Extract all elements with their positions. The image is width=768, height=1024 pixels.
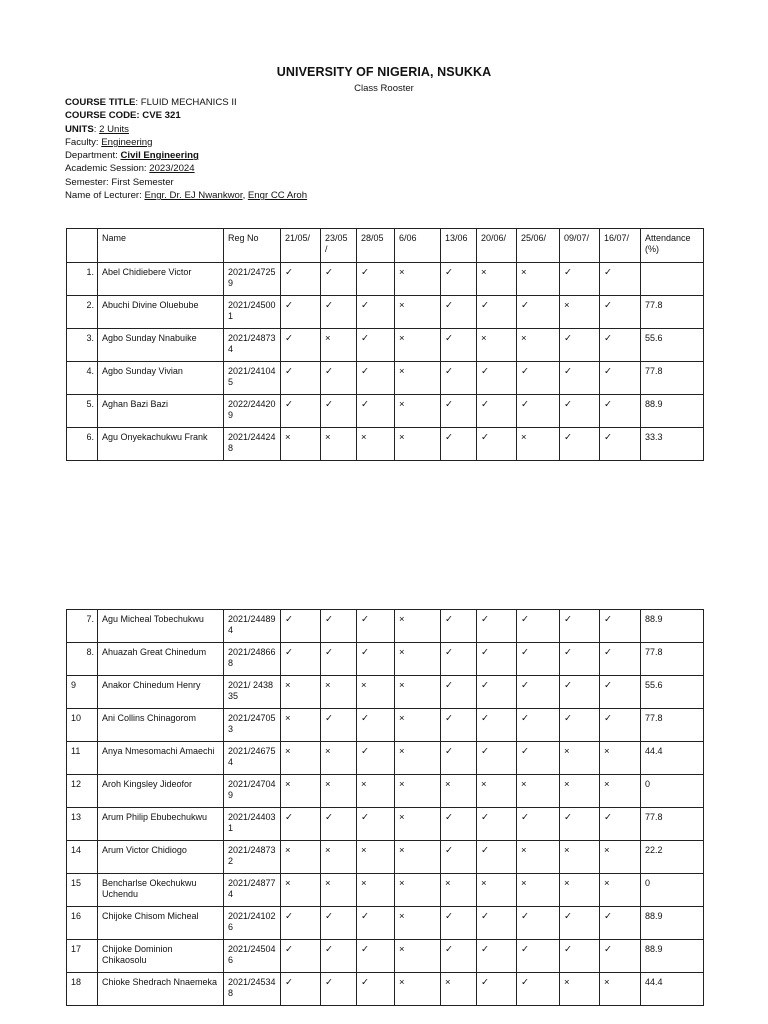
- attendance-mark-cell: ✓: [477, 940, 517, 973]
- attendance-mark-cell: ×: [560, 874, 600, 907]
- attendance-mark-cell: ✓: [600, 428, 641, 461]
- attendance-mark-cell: ×: [395, 296, 441, 329]
- attendance-mark-cell: ×: [357, 874, 395, 907]
- attendance-mark-cell: ×: [517, 263, 560, 296]
- session-line: [65, 162, 307, 175]
- student-name-cell: Anya Nmesomachi Amaechi: [98, 742, 224, 775]
- attendance-mark-cell: ×: [395, 362, 441, 395]
- serial-number-cell: 14: [67, 841, 98, 874]
- attendance-mark-cell: ✓: [517, 808, 560, 841]
- table-row: [67, 775, 704, 808]
- session-label: Academic Session:: [65, 163, 150, 175]
- attendance-mark-cell: ✓: [441, 329, 477, 362]
- attendance-mark-cell: ×: [321, 841, 357, 874]
- attendance-mark-cell: ×: [357, 676, 395, 709]
- attendance-percent-cell: 88.9: [641, 395, 704, 428]
- attendance-mark-cell: ✓: [281, 263, 321, 296]
- university-title: UNIVERSITY OF NIGERIA, NSUKKA: [276, 65, 492, 79]
- attendance-mark-cell: ✓: [321, 907, 357, 940]
- attendance-mark-cell: ×: [517, 841, 560, 874]
- serial-number-cell: 7.: [67, 610, 98, 643]
- attendance-mark-cell: ✓: [441, 428, 477, 461]
- table-row: [67, 874, 704, 907]
- attendance-mark-cell: ×: [477, 775, 517, 808]
- faculty-line: [65, 136, 307, 149]
- header-date: 21/05/: [281, 229, 321, 263]
- student-name-cell: Ahuazah Great Chinedum: [98, 643, 224, 676]
- attendance-mark-cell: ✓: [357, 296, 395, 329]
- attendance-mark-cell: ×: [395, 263, 441, 296]
- reg-no-cell: 2021/244248: [224, 428, 281, 461]
- attendance-mark-cell: ✓: [321, 940, 357, 973]
- table-row: [67, 973, 704, 1006]
- table-row: [67, 709, 704, 742]
- table-row: [67, 263, 704, 296]
- serial-number-cell: 2.: [67, 296, 98, 329]
- attendance-mark-cell: ✓: [477, 296, 517, 329]
- attendance-percent-cell: 0: [641, 874, 704, 907]
- attendance-mark-cell: ✓: [441, 940, 477, 973]
- attendance-table-part-2: [66, 609, 704, 1006]
- reg-no-cell: 2021/248734: [224, 329, 281, 362]
- reg-no-cell: 2021/245001: [224, 296, 281, 329]
- header-date: 23/05 /: [321, 229, 357, 263]
- attendance-mark-cell: ✓: [281, 296, 321, 329]
- attendance-mark-cell: ✓: [600, 709, 641, 742]
- attendance-mark-cell: ✓: [560, 643, 600, 676]
- serial-number-cell: 13: [67, 808, 98, 841]
- attendance-mark-cell: ×: [395, 874, 441, 907]
- attendance-mark-cell: ×: [321, 428, 357, 461]
- attendance-mark-cell: ✓: [560, 709, 600, 742]
- attendance-mark-cell: ✓: [600, 362, 641, 395]
- attendance-percent-cell: 88.9: [641, 940, 704, 973]
- attendance-mark-cell: ✓: [517, 296, 560, 329]
- table-row: [67, 676, 704, 709]
- attendance-mark-cell: ✓: [321, 395, 357, 428]
- attendance-mark-cell: ✓: [477, 742, 517, 775]
- attendance-percent-cell: 55.6: [641, 329, 704, 362]
- attendance-mark-cell: ×: [321, 742, 357, 775]
- attendance-mark-cell: ×: [600, 874, 641, 907]
- attendance-mark-cell: ✓: [560, 808, 600, 841]
- header-attendance: Attendance (%): [641, 229, 704, 263]
- attendance-mark-cell: ×: [395, 973, 441, 1006]
- attendance-mark-cell: ✓: [600, 940, 641, 973]
- lecturer-label: Name of Lecturer:: [65, 190, 145, 202]
- attendance-mark-cell: ×: [441, 874, 477, 907]
- attendance-mark-cell: ✓: [357, 395, 395, 428]
- student-name-cell: Abel Chidiebere Victor: [98, 263, 224, 296]
- attendance-mark-cell: ×: [281, 841, 321, 874]
- reg-no-cell: 2021/247049: [224, 775, 281, 808]
- attendance-mark-cell: ×: [357, 775, 395, 808]
- attendance-mark-cell: ✓: [600, 610, 641, 643]
- student-name-cell: Agbo Sunday Vivian: [98, 362, 224, 395]
- attendance-mark-cell: ✓: [477, 610, 517, 643]
- header-date: 28/05: [357, 229, 395, 263]
- reg-no-cell: 2021/244031: [224, 808, 281, 841]
- table-row: [67, 329, 704, 362]
- attendance-mark-cell: ×: [477, 263, 517, 296]
- attendance-mark-cell: ✓: [477, 907, 517, 940]
- attendance-mark-cell: ×: [395, 742, 441, 775]
- attendance-mark-cell: ×: [560, 742, 600, 775]
- serial-number-cell: 17: [67, 940, 98, 973]
- attendance-mark-cell: ✓: [321, 263, 357, 296]
- serial-number-cell: 9: [67, 676, 98, 709]
- attendance-mark-cell: ×: [477, 329, 517, 362]
- attendance-mark-cell: ✓: [560, 263, 600, 296]
- attendance-mark-cell: ×: [321, 874, 357, 907]
- student-name-cell: Ani Collins Chinagorom: [98, 709, 224, 742]
- table-row: [67, 841, 704, 874]
- attendance-percent-cell: 88.9: [641, 907, 704, 940]
- faculty-value: Engineering: [101, 136, 153, 148]
- attendance-mark-cell: ✓: [560, 907, 600, 940]
- header-date: 09/07/: [560, 229, 600, 263]
- student-name-cell: Chijoke Dominion Chikaosolu: [98, 940, 224, 973]
- attendance-mark-cell: ✓: [477, 643, 517, 676]
- attendance-mark-cell: ✓: [600, 296, 641, 329]
- attendance-percent-cell: 44.4: [641, 742, 704, 775]
- attendance-mark-cell: ✓: [517, 362, 560, 395]
- units-value: 2 Units: [99, 123, 129, 135]
- course-code-line: [65, 109, 307, 122]
- attendance-mark-cell: ✓: [441, 296, 477, 329]
- attendance-mark-cell: ×: [281, 428, 321, 461]
- attendance-mark-cell: ✓: [517, 643, 560, 676]
- attendance-percent-cell: 33.3: [641, 428, 704, 461]
- reg-no-cell: 2021/246754: [224, 742, 281, 775]
- attendance-mark-cell: ✓: [281, 329, 321, 362]
- table-row: [67, 395, 704, 428]
- attendance-mark-cell: ✓: [441, 263, 477, 296]
- attendance-mark-cell: ×: [395, 907, 441, 940]
- table-row: [67, 296, 704, 329]
- department-line: [65, 149, 307, 162]
- header-date: 25/06/: [517, 229, 560, 263]
- student-name-cell: Chioke Shedrach Nnaemeka: [98, 973, 224, 1006]
- student-name-cell: Arum Victor Chidiogo: [98, 841, 224, 874]
- attendance-mark-cell: ×: [395, 841, 441, 874]
- reg-no-cell: 2021/248732: [224, 841, 281, 874]
- header-date: 16/07/: [600, 229, 641, 263]
- attendance-mark-cell: ✓: [560, 940, 600, 973]
- attendance-mark-cell: ×: [281, 742, 321, 775]
- serial-number-cell: 6.: [67, 428, 98, 461]
- attendance-mark-cell: ✓: [517, 395, 560, 428]
- course-title-line: COURSE TITLE: FLUID MECHANICS II: [65, 97, 237, 108]
- attendance-percent-cell: [641, 263, 704, 296]
- attendance-mark-cell: ✓: [441, 362, 477, 395]
- attendance-mark-cell: ✓: [600, 263, 641, 296]
- serial-number-cell: 15: [67, 874, 98, 907]
- header-reg-no: Reg No: [224, 229, 281, 263]
- course-title-value: FLUID MECHANICS II: [140, 97, 237, 108]
- attendance-mark-cell: ✓: [357, 263, 395, 296]
- attendance-mark-cell: ✓: [477, 709, 517, 742]
- attendance-mark-cell: ✓: [281, 610, 321, 643]
- attendance-mark-cell: ✓: [560, 395, 600, 428]
- reg-no-cell: 2021/245046: [224, 940, 281, 973]
- student-name-cell: Agbo Sunday Nnabuike: [98, 329, 224, 362]
- attendance-mark-cell: ✓: [477, 362, 517, 395]
- attendance-mark-cell: ✓: [600, 395, 641, 428]
- attendance-percent-cell: 77.8: [641, 643, 704, 676]
- attendance-percent-cell: 77.8: [641, 296, 704, 329]
- attendance-mark-cell: ✓: [357, 940, 395, 973]
- attendance-mark-cell: ✓: [600, 329, 641, 362]
- attendance-mark-cell: ×: [395, 940, 441, 973]
- attendance-mark-cell: ×: [441, 973, 477, 1006]
- attendance-mark-cell: ×: [395, 329, 441, 362]
- attendance-mark-cell: ×: [281, 874, 321, 907]
- table-row: [67, 643, 704, 676]
- attendance-mark-cell: ✓: [560, 329, 600, 362]
- attendance-mark-cell: ✓: [600, 808, 641, 841]
- department-label: Department:: [65, 150, 121, 162]
- reg-no-cell: 2022/244209: [224, 395, 281, 428]
- student-name-cell: Aroh Kingsley Jideofor: [98, 775, 224, 808]
- attendance-mark-cell: ✓: [357, 973, 395, 1006]
- attendance-mark-cell: ✓: [357, 329, 395, 362]
- attendance-percent-cell: 0: [641, 775, 704, 808]
- serial-number-cell: 5.: [67, 395, 98, 428]
- attendance-mark-cell: ×: [395, 775, 441, 808]
- attendance-mark-cell: ✓: [441, 676, 477, 709]
- attendance-mark-cell: ✓: [600, 643, 641, 676]
- attendance-mark-cell: ✓: [281, 395, 321, 428]
- attendance-mark-cell: ×: [395, 709, 441, 742]
- table-row: [67, 428, 704, 461]
- attendance-mark-cell: ×: [560, 973, 600, 1006]
- attendance-mark-cell: ✓: [441, 841, 477, 874]
- attendance-mark-cell: ✓: [357, 362, 395, 395]
- attendance-mark-cell: ✓: [560, 676, 600, 709]
- attendance-mark-cell: ✓: [321, 362, 357, 395]
- attendance-mark-cell: ×: [517, 874, 560, 907]
- attendance-mark-cell: ✓: [441, 643, 477, 676]
- student-name-cell: Aghan Bazi Bazi: [98, 395, 224, 428]
- attendance-mark-cell: ✓: [321, 709, 357, 742]
- attendance-mark-cell: ✓: [600, 907, 641, 940]
- serial-number-cell: 4.: [67, 362, 98, 395]
- attendance-mark-cell: ✓: [560, 610, 600, 643]
- attendance-mark-cell: ×: [357, 428, 395, 461]
- attendance-mark-cell: ✓: [321, 610, 357, 643]
- attendance-mark-cell: ✓: [281, 907, 321, 940]
- attendance-mark-cell: ×: [600, 742, 641, 775]
- reg-no-cell: 2021/248774: [224, 874, 281, 907]
- attendance-mark-cell: ×: [321, 329, 357, 362]
- table-row: [67, 610, 704, 643]
- attendance-mark-cell: ✓: [477, 428, 517, 461]
- reg-no-cell: 2021/241026: [224, 907, 281, 940]
- serial-number-cell: 3.: [67, 329, 98, 362]
- serial-number-cell: 16: [67, 907, 98, 940]
- student-name-cell: Chijoke Chisom Micheal: [98, 907, 224, 940]
- table-row: [67, 940, 704, 973]
- table-row: [67, 907, 704, 940]
- attendance-mark-cell: ✓: [441, 395, 477, 428]
- reg-no-cell: 2021/248668: [224, 643, 281, 676]
- serial-number-cell: 12: [67, 775, 98, 808]
- attendance-mark-cell: ✓: [477, 808, 517, 841]
- header-date: 13/06: [441, 229, 477, 263]
- attendance-percent-cell: 22.2: [641, 841, 704, 874]
- attendance-table-part-1: [66, 228, 704, 461]
- student-name-cell: Agu Onyekachukwu Frank: [98, 428, 224, 461]
- attendance-mark-cell: ✓: [321, 808, 357, 841]
- attendance-mark-cell: ×: [560, 775, 600, 808]
- attendance-percent-cell: 77.8: [641, 808, 704, 841]
- attendance-mark-cell: ✓: [321, 296, 357, 329]
- attendance-mark-cell: ×: [321, 775, 357, 808]
- student-name-cell: Bencharlse Okechukwu Uchendu: [98, 874, 224, 907]
- attendance-mark-cell: ✓: [517, 907, 560, 940]
- attendance-mark-cell: ✓: [281, 362, 321, 395]
- lecturer-line: [65, 189, 307, 202]
- student-name-cell: Arum Philip Ebubechukwu: [98, 808, 224, 841]
- attendance-mark-cell: ×: [517, 329, 560, 362]
- faculty-label: Faculty:: [65, 136, 102, 148]
- serial-number-cell: 1.: [67, 263, 98, 296]
- attendance-mark-cell: ✓: [357, 907, 395, 940]
- attendance-mark-cell: ✓: [477, 676, 517, 709]
- lecturer-2: Engr CC Aroh: [247, 190, 308, 202]
- header-date: 6/06: [395, 229, 441, 263]
- attendance-mark-cell: ×: [281, 676, 321, 709]
- serial-number-cell: 11: [67, 742, 98, 775]
- attendance-mark-cell: ×: [600, 973, 641, 1006]
- course-info: [65, 96, 307, 202]
- reg-no-cell: 2021/241045: [224, 362, 281, 395]
- header-date: 20/06/: [477, 229, 517, 263]
- attendance-mark-cell: ✓: [477, 841, 517, 874]
- attendance-mark-cell: ×: [281, 709, 321, 742]
- attendance-mark-cell: ×: [560, 841, 600, 874]
- attendance-mark-cell: ×: [441, 775, 477, 808]
- student-name-cell: Abuchi Divine Oluebube: [98, 296, 224, 329]
- course-code-label: COURSE CODE: CVE 321: [65, 110, 181, 122]
- attendance-mark-cell: ✓: [281, 808, 321, 841]
- attendance-mark-cell: ×: [600, 841, 641, 874]
- attendance-mark-cell: ✓: [357, 709, 395, 742]
- student-name-cell: Anakor Chinedum Henry: [98, 676, 224, 709]
- attendance-mark-cell: ×: [560, 296, 600, 329]
- table-header-row: [67, 229, 704, 263]
- attendance-mark-cell: ✓: [281, 973, 321, 1006]
- reg-no-cell: 2021/244894: [224, 610, 281, 643]
- attendance-mark-cell: ✓: [560, 428, 600, 461]
- lecturer-1: Engr. Dr. EJ Nwankwor: [144, 190, 243, 202]
- serial-number-cell: 18: [67, 973, 98, 1006]
- attendance-mark-cell: ✓: [441, 907, 477, 940]
- reg-no-cell: 2021/247053: [224, 709, 281, 742]
- attendance-percent-cell: 44.4: [641, 973, 704, 1006]
- session-value: 2023/2024: [149, 163, 195, 175]
- attendance-mark-cell: ✓: [321, 643, 357, 676]
- attendance-mark-cell: ×: [395, 676, 441, 709]
- serial-number-cell: 8.: [67, 643, 98, 676]
- attendance-mark-cell: ×: [517, 775, 560, 808]
- attendance-mark-cell: ✓: [517, 709, 560, 742]
- roster-subtitle: Class Rooster: [354, 83, 414, 94]
- attendance-mark-cell: ✓: [517, 973, 560, 1006]
- attendance-mark-cell: ✓: [281, 940, 321, 973]
- attendance-mark-cell: ×: [600, 775, 641, 808]
- attendance-mark-cell: ×: [395, 808, 441, 841]
- units-label: UNITS: [65, 123, 94, 135]
- department-value: Civil Engineering: [120, 150, 199, 162]
- attendance-mark-cell: ✓: [281, 643, 321, 676]
- student-name-cell: Agu Micheal Tobechukwu: [98, 610, 224, 643]
- attendance-mark-cell: ✓: [517, 676, 560, 709]
- table-row: [67, 808, 704, 841]
- attendance-mark-cell: ×: [517, 428, 560, 461]
- attendance-mark-cell: ✓: [517, 940, 560, 973]
- attendance-percent-cell: 88.9: [641, 610, 704, 643]
- serial-number-cell: 10: [67, 709, 98, 742]
- attendance-percent-cell: 55.6: [641, 676, 704, 709]
- attendance-mark-cell: ×: [395, 428, 441, 461]
- attendance-mark-cell: ×: [477, 874, 517, 907]
- attendance-mark-cell: ✓: [357, 610, 395, 643]
- lecturer-separator: ,: [242, 190, 248, 202]
- attendance-mark-cell: ✓: [357, 742, 395, 775]
- attendance-mark-cell: ✓: [321, 973, 357, 1006]
- reg-no-cell: 2021/245348: [224, 973, 281, 1006]
- attendance-mark-cell: ✓: [477, 395, 517, 428]
- header-serial: [67, 229, 98, 263]
- attendance-mark-cell: ✓: [441, 808, 477, 841]
- attendance-mark-cell: ×: [321, 676, 357, 709]
- attendance-mark-cell: ×: [395, 610, 441, 643]
- attendance-mark-cell: ×: [281, 775, 321, 808]
- table-row: [67, 742, 704, 775]
- attendance-percent-cell: 77.8: [641, 709, 704, 742]
- reg-no-cell: 2021/ 243835: [224, 676, 281, 709]
- attendance-mark-cell: ✓: [477, 973, 517, 1006]
- attendance-mark-cell: ✓: [517, 742, 560, 775]
- attendance-mark-cell: ✓: [560, 362, 600, 395]
- attendance-mark-cell: ✓: [441, 709, 477, 742]
- attendance-mark-cell: ✓: [441, 610, 477, 643]
- semester-line: Semester: First Semester: [65, 176, 174, 188]
- attendance-mark-cell: ✓: [441, 742, 477, 775]
- attendance-mark-cell: ×: [395, 395, 441, 428]
- units-line: UNITS: 2 Units: [65, 123, 129, 135]
- table-row: [67, 362, 704, 395]
- reg-no-cell: 2021/247259: [224, 263, 281, 296]
- attendance-mark-cell: ✓: [357, 808, 395, 841]
- attendance-mark-cell: ✓: [357, 643, 395, 676]
- course-title-label: COURSE TITLE: [65, 97, 136, 108]
- attendance-mark-cell: ×: [357, 841, 395, 874]
- header-name: Name: [98, 229, 224, 263]
- attendance-mark-cell: ✓: [517, 610, 560, 643]
- attendance-mark-cell: ✓: [600, 676, 641, 709]
- attendance-mark-cell: ×: [395, 643, 441, 676]
- attendance-percent-cell: 77.8: [641, 362, 704, 395]
